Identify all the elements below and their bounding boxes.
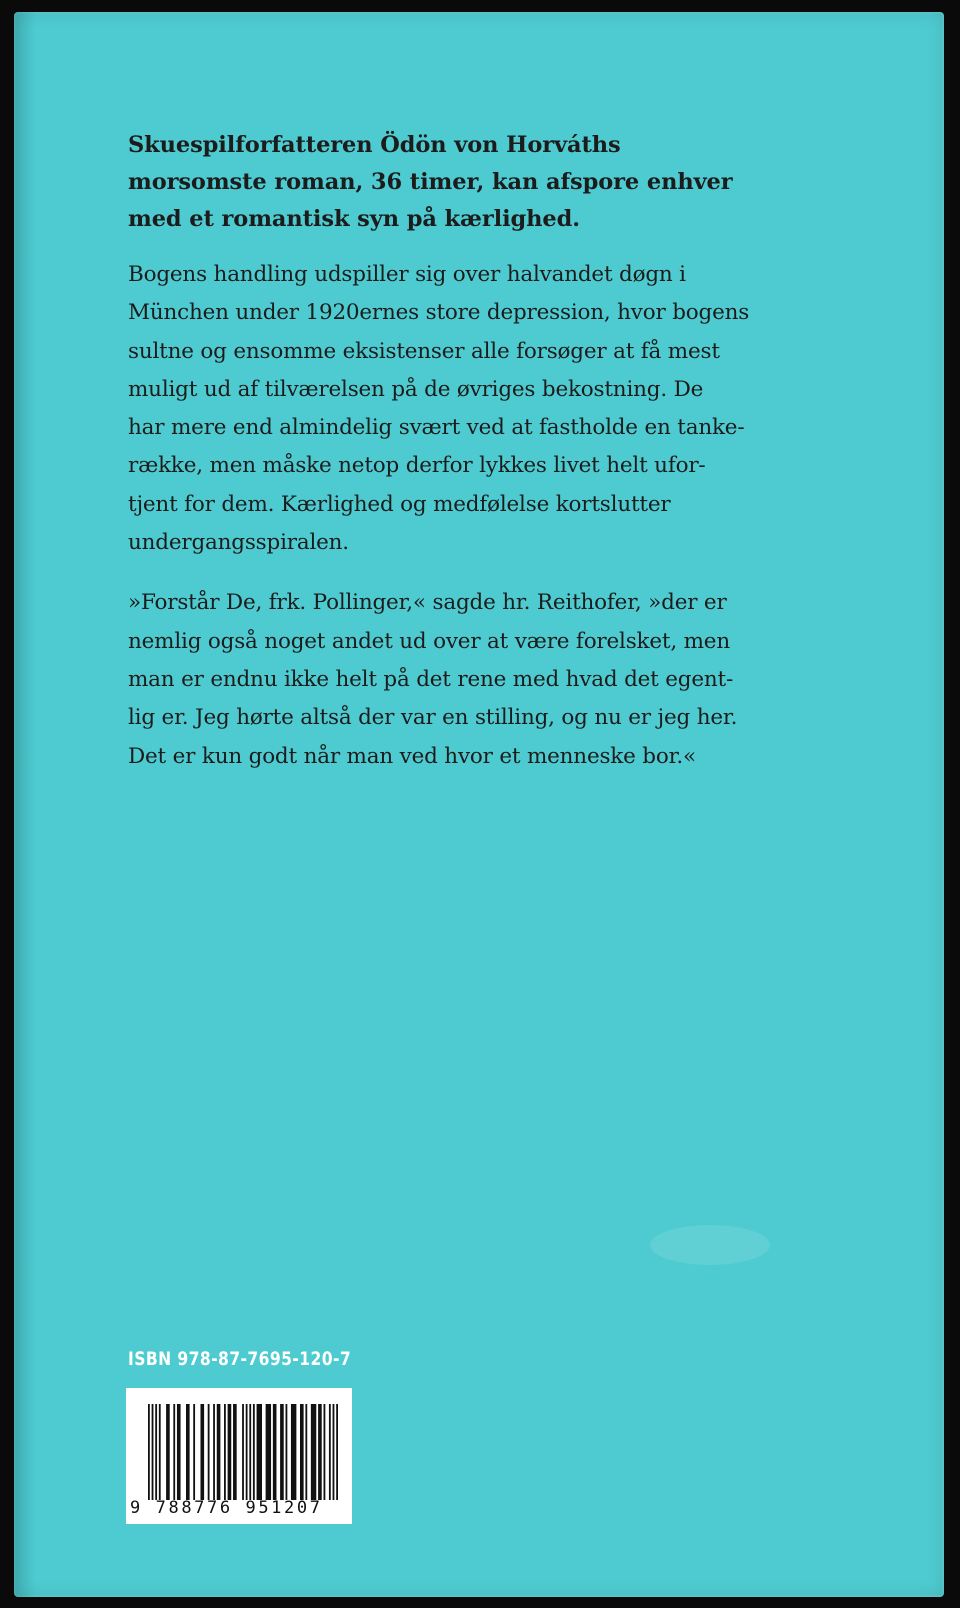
paragraph-line: nemlig også noget andet ud over at være forelsket, men (128, 628, 730, 654)
barcode-bar (311, 1404, 316, 1500)
barcode (126, 1388, 352, 1524)
cover-spine-shadow (14, 12, 36, 1597)
paragraph-line: undergangsspiralen. (128, 530, 349, 556)
barcode-bar (242, 1404, 244, 1500)
paragraph-line: Det er kun godt når man ved hvor et menneske bor.« (128, 743, 696, 769)
barcode-bar (266, 1404, 271, 1500)
cover-scuff (650, 1225, 770, 1265)
blurb-line: morsomste roman, 36 timer, kan afspore enhver (128, 169, 733, 195)
barcode-bar (246, 1404, 248, 1500)
barcode-bar (286, 1404, 288, 1500)
paragraph-line: række, men måske netop derfor lykkes livet helt ufor- (128, 453, 706, 479)
paragraph-line: har mere end almindelig svært ved at fastholde en tanke- (128, 415, 745, 441)
back-cover-text (128, 127, 848, 798)
barcode-bar (280, 1404, 284, 1500)
description-paragraph (128, 256, 848, 562)
barcode-bar (155, 1404, 157, 1500)
blurb-line: med et romantisk syn på kærlighed. (128, 206, 580, 232)
barcode-bar (193, 1404, 195, 1500)
barcode-bar (291, 1404, 296, 1500)
barcode-bar (213, 1404, 215, 1500)
blurb-line: Skuespilforfatteren Ödön von Horváths (128, 132, 621, 158)
barcode-bar (273, 1404, 277, 1500)
barcode-bar (173, 1404, 175, 1500)
paragraph-line: »Forstår De, frk. Pollinger,« sagde hr. Reithofer, »der er (128, 590, 727, 616)
paragraph-line: tjent for dem. Kærlighed og medfølelse kortslutter (128, 491, 671, 517)
barcode-bar (166, 1404, 170, 1500)
barcode-bar (233, 1404, 237, 1500)
barcode-bar (257, 1404, 262, 1500)
barcode-bar (159, 1404, 161, 1500)
barcode-bar (300, 1404, 304, 1500)
barcode-bar (336, 1404, 338, 1500)
barcode-bar (224, 1404, 226, 1500)
paragraph-line: sultne og ensomme eksistenser alle forsøger at få mest (128, 338, 720, 364)
paragraph-line: muligt ud af tilværelsen på de øvriges bekostning. De (128, 376, 704, 402)
blurb (128, 127, 848, 238)
barcode-bar (305, 1404, 307, 1500)
paragraph-line: man er endnu ikke helt på det rene med hvad det egent- (128, 666, 734, 692)
barcode-bar (208, 1404, 210, 1500)
barcode-digits: 9 788776 951207 (130, 1498, 323, 1518)
barcode-bar (186, 1404, 190, 1500)
barcode-bars (148, 1404, 338, 1500)
barcode-bar (200, 1404, 204, 1500)
quote-paragraph (128, 584, 848, 775)
barcode-bar (152, 1404, 154, 1500)
barcode-bar (333, 1404, 335, 1500)
paragraph-line: lig er. Jeg hørte altså der var en stilling, og nu er jeg her. (128, 705, 738, 731)
barcode-bar (217, 1404, 221, 1500)
barcode-bar (249, 1404, 251, 1500)
barcode-bar (253, 1404, 255, 1500)
barcode-bar (148, 1404, 150, 1500)
barcode-bar (329, 1404, 331, 1500)
barcode-bar (324, 1404, 326, 1500)
barcode-bar (228, 1404, 232, 1500)
paragraph-line: Bogens handling udspiller sig over halvandet døgn i (128, 262, 686, 287)
barcode-bar (318, 1404, 322, 1500)
isbn-label: ISBN 978-87-7695-120-7 (128, 1348, 352, 1370)
barcode-bar (177, 1404, 181, 1500)
paragraph-line: München under 1920ernes store depression, hvor bogens (128, 300, 750, 326)
